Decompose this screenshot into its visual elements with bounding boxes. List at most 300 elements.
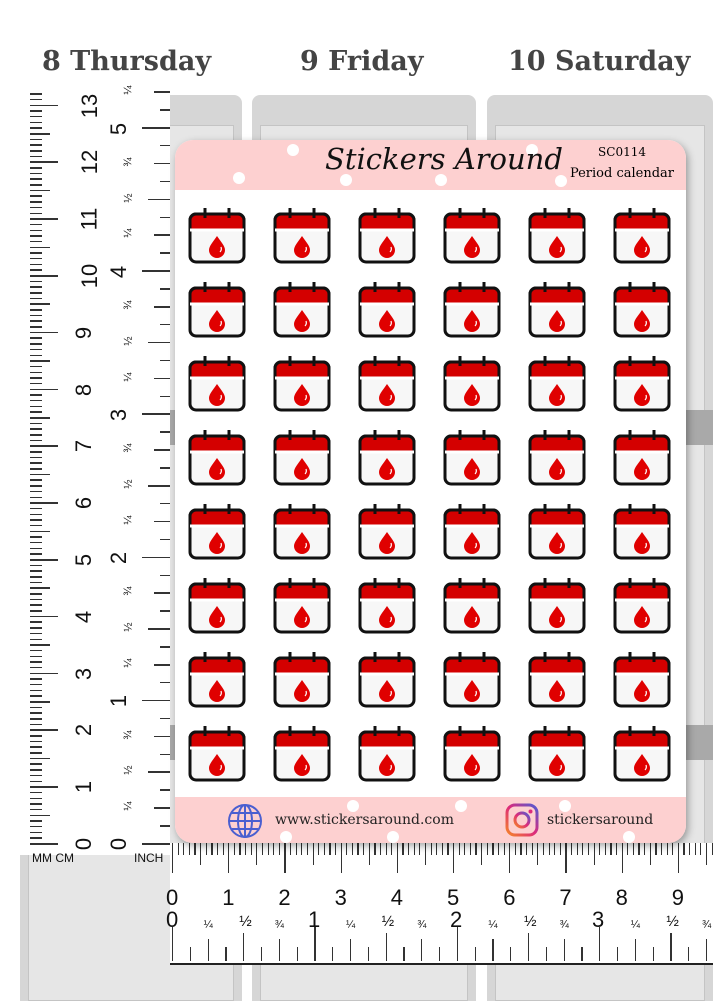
- mm-tick: [706, 843, 707, 865]
- mm-tick: [453, 843, 454, 873]
- website-link[interactable]: www.stickersaround.com: [275, 812, 454, 828]
- mm-tick: [30, 718, 42, 720]
- mm-tick: [30, 621, 42, 623]
- period-calendar-sticker: [528, 650, 586, 708]
- calendar-drop-icon: [528, 576, 586, 634]
- mm-tick: [481, 843, 482, 865]
- mm-tick: [30, 639, 42, 641]
- period-calendar-sticker: [443, 576, 501, 634]
- mm-tick: [30, 661, 42, 663]
- mm-tick: [30, 417, 50, 419]
- calendar-drop-icon: [443, 206, 501, 264]
- period-calendar-sticker: [273, 354, 331, 412]
- mm-tick: [425, 843, 426, 865]
- mm-tick: [644, 843, 645, 855]
- mm-tick: [30, 286, 42, 288]
- vertical-ruler: [20, 85, 170, 865]
- inch-tick: [148, 628, 170, 630]
- mm-tick: [234, 843, 235, 855]
- mm-tick: [464, 843, 465, 855]
- mm-tick: [30, 434, 42, 436]
- mm-tick: [30, 582, 42, 584]
- period-calendar-sticker: [273, 576, 331, 634]
- mm-tick: [30, 769, 42, 771]
- inch-tick: [160, 324, 170, 326]
- mm-tick: [414, 843, 415, 855]
- inch-tick: [154, 736, 170, 738]
- cm-number: 11: [76, 207, 102, 231]
- calendar-drop-icon: [188, 354, 246, 412]
- mm-tick: [386, 843, 387, 855]
- inch-fraction: ¾: [122, 300, 135, 310]
- mm-tick: [30, 781, 42, 783]
- mm-tick: [329, 843, 330, 855]
- mm-tick: [341, 843, 342, 873]
- mm-tick: [30, 332, 58, 334]
- mm-tick: [30, 457, 42, 459]
- calendar-drop-icon: [443, 650, 501, 708]
- inch-tick: [142, 843, 170, 845]
- mm-tick: [30, 746, 42, 748]
- inch-tick: [160, 181, 170, 183]
- mm-tick: [30, 610, 42, 612]
- mm-tick: [30, 201, 42, 203]
- mm-tick: [296, 843, 297, 855]
- mm-tick: [526, 843, 527, 855]
- mm-tick: [30, 491, 42, 493]
- mm-tick: [324, 843, 325, 855]
- calendar-drop-icon: [528, 502, 586, 560]
- mm-tick: [30, 247, 50, 249]
- period-calendar-sticker: [613, 280, 671, 338]
- inch-tick: [528, 933, 529, 961]
- mm-tick: [217, 843, 218, 855]
- inch-tick: [154, 378, 170, 380]
- inch-tick: [653, 947, 654, 961]
- mm-tick: [689, 843, 690, 855]
- calendar-drop-icon: [528, 650, 586, 708]
- inch-tick: [154, 163, 170, 165]
- mm-tick: [30, 178, 42, 180]
- mm-tick: [30, 355, 42, 357]
- inch-tick: [421, 939, 422, 961]
- inch-tick: [142, 557, 170, 559]
- calendar-drop-icon: [613, 428, 671, 486]
- mm-tick: [30, 389, 58, 391]
- inch-tick: [154, 807, 170, 809]
- mm-tick: [30, 184, 42, 186]
- period-calendar-sticker: [443, 206, 501, 264]
- inch-number: 3: [592, 907, 605, 932]
- inch-tick: [160, 575, 170, 577]
- inch-tick: [160, 217, 170, 219]
- mm-tick: [397, 843, 398, 873]
- mm-tick: [30, 315, 42, 317]
- mm-tick: [30, 167, 42, 169]
- cm-number: 2: [71, 724, 97, 737]
- mm-tick: [30, 93, 42, 95]
- calendar-drop-icon: [358, 650, 416, 708]
- inch-fraction: ¼: [630, 919, 640, 931]
- inch-tick: [160, 682, 170, 684]
- mm-tick: [318, 843, 319, 855]
- period-calendar-sticker: [358, 206, 416, 264]
- mm-tick: [560, 843, 561, 855]
- cm-number: 6: [503, 885, 516, 910]
- mm-tick: [627, 843, 628, 855]
- mm-tick: [30, 224, 42, 226]
- inch-tick: [297, 947, 298, 961]
- mm-tick: [30, 156, 42, 158]
- inch-tick: [148, 771, 170, 773]
- mm-tick: [30, 173, 42, 175]
- inch-fraction: ¾: [417, 919, 427, 931]
- mm-tick: [30, 116, 42, 118]
- inch-tick: [160, 467, 170, 469]
- mm-tick: [30, 440, 42, 442]
- cm-number: 3: [71, 667, 97, 680]
- mm-tick: [262, 843, 263, 855]
- mm-tick: [565, 843, 566, 873]
- inch-fraction: ½: [122, 765, 135, 775]
- inch-number: 5: [106, 122, 132, 136]
- mm-tick: [380, 843, 381, 855]
- mm-tick: [616, 843, 617, 855]
- inch-number: 3: [106, 408, 132, 422]
- mm-tick: [30, 400, 42, 402]
- mm-tick: [30, 803, 42, 805]
- inch-tick: [160, 825, 170, 827]
- mm-tick: [313, 843, 314, 865]
- mm-tick: [459, 843, 460, 855]
- mm-tick: [251, 843, 252, 855]
- mm-tick: [183, 843, 184, 855]
- mm-tick: [30, 298, 42, 300]
- mm-tick: [30, 230, 42, 232]
- mm-tick: [30, 468, 42, 470]
- mm-tick: [30, 207, 42, 209]
- mm-tick: [30, 451, 42, 453]
- mm-tick: [30, 565, 42, 567]
- inch-tick: [160, 718, 170, 720]
- cm-number: 4: [71, 610, 97, 623]
- mm-tick: [633, 843, 634, 855]
- inch-fraction: ¾: [122, 730, 135, 740]
- inch-fraction: ½: [666, 913, 679, 930]
- mm-tick: [30, 570, 42, 572]
- mm-tick: [30, 729, 58, 731]
- mm-tick: [30, 139, 42, 141]
- mm-tick: [30, 144, 42, 146]
- mm-tick: [30, 474, 50, 476]
- mm-tick: [419, 843, 420, 855]
- mm-tick: [442, 843, 443, 855]
- mm-tick: [30, 826, 42, 828]
- calendar-drop-icon: [273, 724, 331, 782]
- mm-tick: [30, 406, 42, 408]
- mm-tick: [30, 133, 50, 135]
- inch-tick: [160, 360, 170, 362]
- mm-tick: [30, 695, 42, 697]
- inch-tick: [160, 789, 170, 791]
- mm-tick: [30, 326, 42, 328]
- mm-tick: [228, 843, 229, 873]
- cm-number: 7: [71, 440, 97, 453]
- cm-number: 4: [390, 885, 404, 910]
- mm-tick: [30, 281, 42, 283]
- period-calendar-sticker: [273, 650, 331, 708]
- calendar-drop-icon: [273, 502, 331, 560]
- period-calendar-sticker: [528, 502, 586, 560]
- inch-tick: [154, 91, 170, 93]
- globe-icon: [227, 803, 263, 839]
- inch-tick: [350, 939, 351, 961]
- mm-tick: [30, 690, 42, 692]
- inch-tick: [160, 503, 170, 505]
- mm-tick: [30, 105, 58, 107]
- period-calendar-sticker: [528, 428, 586, 486]
- calendar-drop-icon: [273, 650, 331, 708]
- mm-tick: [30, 445, 58, 447]
- period-calendar-sticker: [528, 206, 586, 264]
- mm-tick: [30, 627, 42, 629]
- calendar-drop-icon: [443, 724, 501, 782]
- mm-tick: [30, 127, 42, 129]
- calendar-drop-icon: [528, 206, 586, 264]
- mm-tick: [172, 843, 173, 873]
- inch-tick: [160, 754, 170, 756]
- mm-cm-label: MM CM: [32, 851, 74, 865]
- mm-tick: [30, 599, 42, 601]
- inch-fraction: ½: [239, 913, 252, 930]
- mm-tick: [369, 843, 370, 865]
- inch-number: 0: [106, 837, 132, 851]
- cm-number: 10: [77, 263, 103, 289]
- mm-tick: [577, 843, 578, 855]
- period-calendar-sticker: [443, 724, 501, 782]
- inch-fraction: ¼: [122, 515, 135, 525]
- inch-fraction: ¼: [488, 919, 498, 931]
- inch-fraction: ½: [122, 193, 135, 203]
- mm-tick: [30, 366, 42, 368]
- calendar-drop-icon: [528, 354, 586, 412]
- day-label: 8 Thursday: [42, 46, 212, 77]
- mm-tick: [30, 553, 42, 555]
- period-calendar-sticker: [613, 724, 671, 782]
- mm-tick: [284, 843, 285, 873]
- mm-tick: [30, 275, 58, 277]
- mm-tick: [391, 843, 392, 855]
- mm-tick: [30, 650, 42, 652]
- mm-tick: [594, 843, 595, 865]
- mm-tick: [30, 701, 50, 703]
- inch-number: 2: [450, 907, 463, 932]
- mm-tick: [30, 712, 42, 714]
- cm-number: 8: [615, 885, 628, 910]
- inch-fraction: ¾: [274, 919, 284, 931]
- calendar-drop-icon: [358, 576, 416, 634]
- mm-tick: [30, 656, 42, 658]
- mm-tick: [30, 252, 42, 254]
- inch-tick: [154, 592, 170, 594]
- mm-tick: [509, 843, 510, 873]
- mm-tick: [30, 99, 42, 101]
- inch-tick: [225, 947, 226, 961]
- calendar-drop-icon: [443, 354, 501, 412]
- mm-tick: [610, 843, 611, 855]
- inch-number: 2: [106, 551, 132, 565]
- mm-tick: [650, 843, 651, 865]
- inch-fraction: ¼: [122, 85, 135, 95]
- mm-tick: [30, 633, 42, 635]
- mm-tick: [678, 843, 679, 873]
- calendar-drop-icon: [273, 428, 331, 486]
- mm-tick: [307, 843, 308, 855]
- mm-tick: [30, 428, 42, 430]
- calendar-drop-icon: [528, 280, 586, 338]
- period-calendar-sticker: [443, 280, 501, 338]
- calendar-drop-icon: [528, 724, 586, 782]
- mm-tick: [470, 843, 471, 855]
- calendar-drop-icon: [358, 354, 416, 412]
- mm-tick: [30, 235, 42, 237]
- calendar-drop-icon: [358, 502, 416, 560]
- calendar-drop-icon: [188, 428, 246, 486]
- calendar-drop-icon: [188, 502, 246, 560]
- mm-tick: [30, 786, 58, 788]
- mm-tick: [30, 684, 42, 686]
- mm-tick: [30, 525, 42, 527]
- mm-tick: [30, 673, 58, 675]
- mm-tick: [30, 514, 42, 516]
- calendar-drop-icon: [188, 650, 246, 708]
- mm-tick: [357, 843, 358, 855]
- inch-number: 1: [308, 907, 321, 932]
- inch-tick: [154, 306, 170, 308]
- mm-tick: [30, 258, 42, 260]
- mm-tick: [549, 843, 550, 855]
- inch-fraction: ½: [381, 913, 395, 930]
- period-calendar-sticker: [528, 280, 586, 338]
- mm-tick: [239, 843, 240, 855]
- inch-fraction: ¼: [122, 372, 135, 382]
- mm-tick: [352, 843, 353, 855]
- inch-tick: [160, 539, 170, 541]
- mm-tick: [30, 548, 42, 550]
- mm-tick: [178, 843, 179, 855]
- cm-number: 12: [77, 150, 103, 175]
- inch-tick: [148, 485, 170, 487]
- inch-tick: [160, 646, 170, 648]
- sticker-sheet: [175, 140, 686, 843]
- inch-tick: [142, 700, 170, 702]
- inch-number: 1: [106, 694, 132, 708]
- mm-tick: [683, 843, 684, 855]
- calendar-drop-icon: [613, 206, 671, 264]
- period-calendar-sticker: [273, 206, 331, 264]
- period-calendar-sticker: [358, 724, 416, 782]
- mm-tick: [30, 423, 42, 425]
- period-calendar-sticker: [613, 502, 671, 560]
- mm-tick: [638, 843, 639, 855]
- inch-fraction: ¼: [203, 919, 213, 931]
- mm-tick: [436, 843, 437, 855]
- inch-tick: [581, 947, 582, 961]
- inch-fraction: ¼: [122, 228, 135, 238]
- period-calendar-sticker: [188, 354, 246, 412]
- period-calendar-sticker: [273, 502, 331, 560]
- cm-number: 2: [278, 885, 291, 910]
- inch-tick: [261, 947, 262, 961]
- calendar-drop-icon: [613, 280, 671, 338]
- inch-tick: [160, 109, 170, 111]
- mm-tick: [245, 843, 246, 855]
- calendar-drop-icon: [443, 428, 501, 486]
- mm-tick: [194, 843, 195, 855]
- calendar-drop-icon: [613, 502, 671, 560]
- instagram-handle[interactable]: stickersaround: [547, 812, 654, 828]
- mm-tick: [30, 161, 58, 163]
- mm-tick: [515, 843, 516, 855]
- inch-tick: [148, 342, 170, 344]
- inch-tick: [492, 939, 493, 961]
- mm-tick: [273, 843, 274, 855]
- inch-tick: [142, 127, 170, 129]
- calendar-drop-icon: [273, 576, 331, 634]
- mm-tick: [447, 843, 448, 855]
- period-calendar-sticker: [358, 354, 416, 412]
- inch-fraction: ½: [122, 479, 135, 489]
- mm-tick: [492, 843, 493, 855]
- calendar-drop-icon: [273, 206, 331, 264]
- mm-tick: [206, 843, 207, 855]
- cm-number: 13: [77, 93, 103, 118]
- period-calendar-sticker: [443, 428, 501, 486]
- mm-tick: [30, 502, 58, 504]
- inch-fraction: ½: [524, 913, 537, 930]
- mm-tick: [30, 536, 42, 538]
- inch-tick: [439, 947, 440, 961]
- mm-tick: [30, 542, 42, 544]
- inch-number: 0: [166, 907, 179, 932]
- inch-fraction: ¼: [122, 801, 135, 811]
- cm-number: 9: [71, 326, 97, 339]
- inch-fraction: ¾: [702, 919, 712, 931]
- inch-tick: [475, 947, 476, 961]
- inch-tick: [617, 947, 618, 961]
- period-calendar-sticker: [273, 428, 331, 486]
- mm-tick: [30, 820, 42, 822]
- inch-fraction: ¾: [122, 443, 135, 453]
- mm-tick: [661, 843, 662, 855]
- mm-tick: [30, 752, 42, 754]
- mm-tick: [30, 377, 42, 379]
- inch-tick: [670, 933, 671, 961]
- mm-tick: [30, 604, 42, 606]
- inch-tick: [279, 939, 280, 961]
- inch-fraction: ¾: [122, 157, 135, 167]
- inch-tick: [243, 933, 244, 961]
- inch-tick: [688, 947, 689, 961]
- mm-tick: [30, 587, 50, 589]
- mm-tick: [30, 741, 42, 743]
- mm-tick: [30, 292, 42, 294]
- calendar-drop-icon: [528, 428, 586, 486]
- calendar-drop-icon: [613, 650, 671, 708]
- period-calendar-sticker: [358, 280, 416, 338]
- inch-tick: [154, 521, 170, 523]
- inch-tick: [403, 947, 404, 961]
